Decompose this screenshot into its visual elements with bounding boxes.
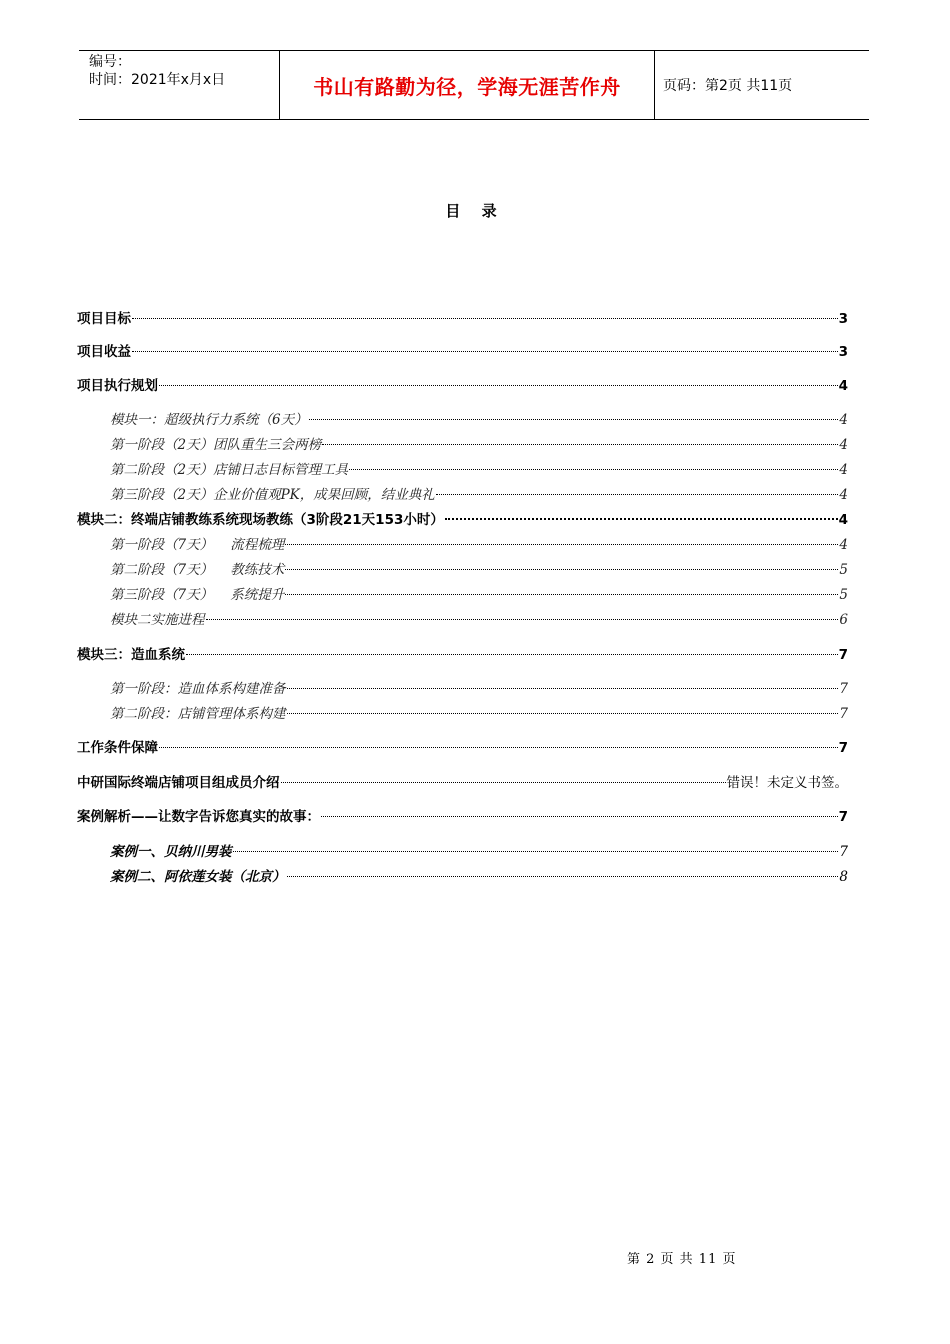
toc-entry-page: 7 <box>838 647 848 663</box>
toc-leader <box>233 851 839 852</box>
toc-entry-page: 4 <box>839 487 848 503</box>
number-label: 编号： <box>89 54 131 70</box>
toc-entry-page: 8 <box>839 869 848 885</box>
header-page-code: 页码：第2页 共11页 <box>663 78 793 94</box>
toc-entry[interactable] <box>77 309 848 329</box>
toc-entry[interactable] <box>77 510 848 530</box>
toc-entry-page: 7 <box>839 844 848 860</box>
toc-entry-page: 4 <box>839 462 848 478</box>
toc-entry-label: 模块三：造血系统 <box>77 647 185 663</box>
toc-entry-page: 3 <box>838 311 848 327</box>
toc-leader <box>186 654 838 655</box>
toc-entry-page: 错误！未定义书签。 <box>726 775 848 791</box>
toc-entry-label: 案例一、贝纳川男装 <box>110 844 232 860</box>
time-label: 时间：2021年x月x日 <box>89 72 226 88</box>
toc-entry-page: 4 <box>839 437 848 453</box>
toc-leader <box>287 713 839 714</box>
toc-entry[interactable] <box>77 342 848 362</box>
toc-entry-label: 第二阶段：店铺管理体系构建 <box>110 706 286 722</box>
toc-leader <box>285 594 838 595</box>
toc-entry-page: 4 <box>839 537 848 553</box>
toc-entry[interactable] <box>77 645 848 665</box>
toc-entry-label: 第三阶段（7天） 系统提升 <box>110 587 285 603</box>
toc-entry[interactable] <box>77 773 848 793</box>
toc-leader <box>132 351 838 352</box>
toc-entry[interactable] <box>110 460 848 480</box>
toc-entry[interactable] <box>77 807 848 827</box>
toc-leader <box>321 816 838 817</box>
toc-entry[interactable] <box>110 704 848 724</box>
toc-entry[interactable] <box>110 485 848 505</box>
toc-leader <box>436 494 839 495</box>
toc-entry-label: 项目收益 <box>77 344 131 360</box>
toc-entry-label: 模块二：终端店铺教练系统现场教练（3阶段21天153小时） <box>77 512 444 528</box>
toc-leader <box>349 469 838 470</box>
toc-entry-label: 第一阶段：造血体系构建准备 <box>110 681 286 697</box>
page-header <box>79 50 869 120</box>
toc-entry-label: 案例二、阿依莲女装（北京） <box>110 869 286 885</box>
toc-entry-page: 5 <box>839 587 848 603</box>
toc-entry[interactable] <box>77 376 848 396</box>
toc-entry-label: 工作条件保障 <box>77 740 158 756</box>
header-motto: 书山有路勤为径，学海无涯苦作舟 <box>313 74 621 99</box>
toc-leader <box>281 782 726 783</box>
toc-entry-label: 第三阶段（2天）企业价值观PK，成果回顾，结业典礼 <box>110 487 435 503</box>
toc-entry-page: 3 <box>838 344 848 360</box>
toc-leader <box>159 385 838 386</box>
toc-leader <box>132 318 838 319</box>
toc-entry[interactable] <box>110 535 848 555</box>
toc-entry-label: 模块二实施进程 <box>110 612 205 628</box>
toc-entry[interactable] <box>110 410 848 430</box>
toc-leader <box>287 876 839 877</box>
toc-leader <box>445 518 838 520</box>
toc-entry-page: 6 <box>839 612 848 628</box>
toc-leader <box>285 569 838 570</box>
page-footer: 第 2 页 共 11 页 <box>627 1252 737 1267</box>
toc-entry-label: 项目执行规划 <box>77 378 158 394</box>
toc-leader <box>159 747 838 748</box>
toc-entry-label: 中研国际终端店铺项目组成员介绍 <box>77 775 280 791</box>
toc-entry-label: 第一阶段（7天） 流程梳理 <box>110 537 285 553</box>
toc-title: 目 录 <box>445 202 505 220</box>
toc-entry-label: 第二阶段（2天）店铺日志目标管理工具 <box>110 462 349 478</box>
toc-entry[interactable] <box>110 560 848 580</box>
toc-entry[interactable] <box>110 435 848 455</box>
toc-entry-page: 4 <box>838 378 848 394</box>
toc-leader <box>322 444 838 445</box>
toc-entry[interactable] <box>110 867 848 887</box>
toc-entry-page: 7 <box>839 681 848 697</box>
toc-entry-page: 7 <box>839 706 848 722</box>
toc-entry-label: 项目目标 <box>77 311 131 327</box>
toc-entry[interactable] <box>110 679 848 699</box>
toc-leader <box>206 619 839 620</box>
toc-entry-page: 5 <box>839 562 848 578</box>
toc-entry[interactable] <box>110 610 848 630</box>
toc-entry-label: 第二阶段（7天） 教练技术 <box>110 562 285 578</box>
toc-entry-label: 第一阶段（2天）团队重生三会两榜 <box>110 437 322 453</box>
toc-entry[interactable] <box>77 738 848 758</box>
toc-entry-page: 7 <box>838 809 848 825</box>
toc-entry[interactable] <box>110 585 848 605</box>
toc-entry-page: 4 <box>839 412 848 428</box>
toc-entry-label: 案例解析——让数字告诉您真实的故事： <box>77 809 320 825</box>
header-divider <box>654 51 655 119</box>
toc-entry-label: 模块一：超级执行力系统（6天） <box>110 412 308 428</box>
toc-entry-page: 4 <box>838 512 848 528</box>
toc-entry[interactable] <box>110 842 848 862</box>
toc-leader <box>285 544 838 545</box>
toc-entry-page: 7 <box>838 740 848 756</box>
header-info <box>89 53 279 89</box>
toc-leader <box>287 688 839 689</box>
toc-leader <box>309 419 839 420</box>
